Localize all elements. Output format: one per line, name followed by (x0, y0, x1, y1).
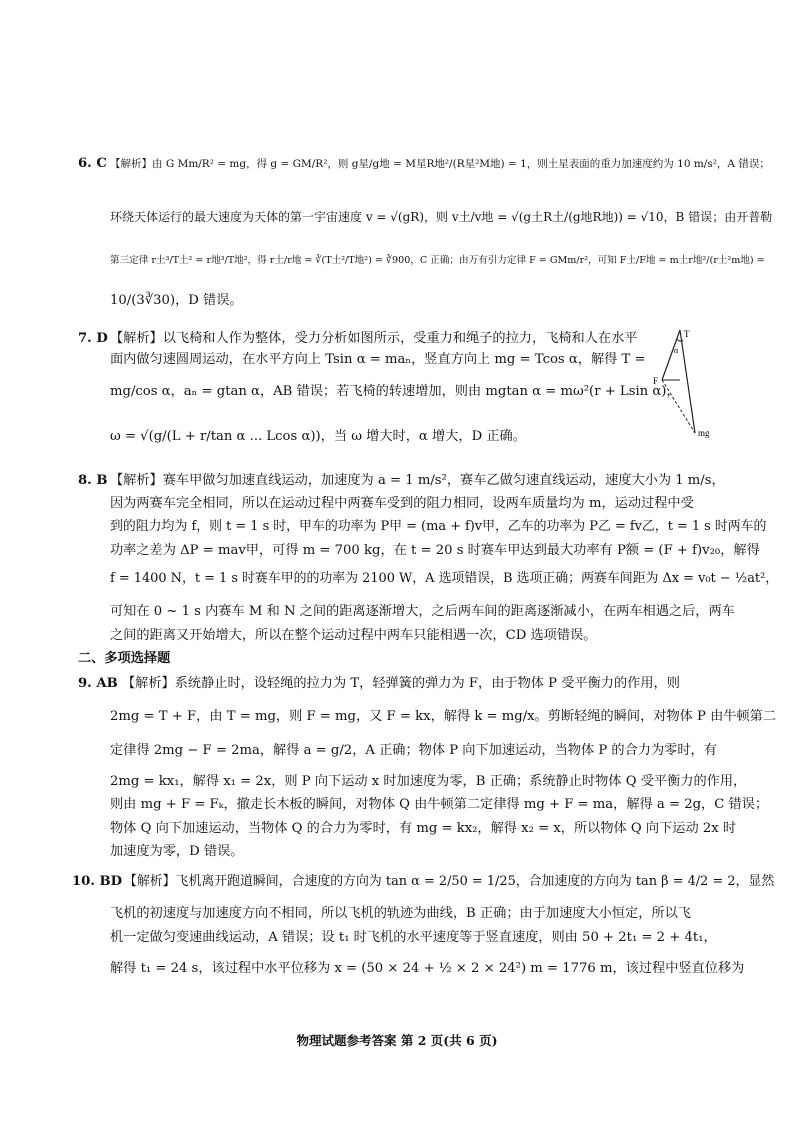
q8-line-1: 【解析】赛车甲做匀加速直线运动，加速度为 a = 1 m/s²，赛车乙做匀速直线运动，速度大小为 1 m/s， (110, 473, 725, 488)
q6-line-3: 第三定律 r土³/T土² = r地³/T地²，得 r土/r地 = ∛(T土²/T地²) = ∛900，C 正确；由万有引力定律 F = GMm/r²，可知 F土/F地 = m土r地²/(r土²m地) = (110, 255, 765, 266)
q8-line-5: f = 1400 N，t = 1 s 时赛车甲的的功率为 2100 W，A 选项错误，B 选项正确；两赛车间距为 Δx = v₀t − ½at²， (110, 571, 779, 586)
q10-line-3: 机一定做匀变速曲线运动，A 错误；设 t₁ 时飞机的水平速度等于竖直速度，则由 50 + 2t₁ = 2 + 4t₁， (110, 930, 717, 945)
q9-line-7: 加速度为零，D 错误。 (110, 844, 244, 859)
q8-number: 8. B (78, 473, 108, 488)
q6-number: 6. C (78, 156, 107, 171)
q9-line-6: 物体 Q 向下加速运动，当物体 Q 的合力为零时，有 mg = kx₂，解得 x₂ = x，所以物体 Q 向下运动 2x 时 (110, 821, 737, 836)
label-F: F (653, 376, 659, 386)
gravity-line (680, 330, 695, 433)
q10-line-1: 【解析】飞机离开跑道瞬间，合速度的方向为 tan α = 2/50 = 1/25，合加速度的方向为 tan β = 4/2 = 2，显然 (124, 874, 775, 889)
q8-line-2: 因为两赛车完全相同，所以在运动过程中两赛车受到的阻力相同，设两车质量均为 m，运动过程中受 (110, 496, 694, 511)
q10-line-2: 飞机的初速度与加速度方向不相同，所以飞机的轨迹为曲线，B 正确；由于加速度大小恒定，所以飞 (110, 906, 691, 921)
q9-line-1: 【解析】系统静止时，设轻绳的拉力为 T，轻弹簧的弹力为 F，由于物体 P 受平衡力的作用，则 (122, 676, 680, 691)
q7-line-1: 【解析】以飞椅和人作为整体，受力分析如图所示，受重力和绳子的拉力，飞椅和人在水平 (110, 331, 638, 346)
q9-line-4: 2mg = kx₁，解得 x₁ = 2x，则 P 向下运动 x 时加速度为零，B 正确；系统静止时物体 Q 受平衡力的作用， (110, 774, 747, 789)
resultant-line (662, 380, 695, 433)
angle-arc (677, 339, 683, 341)
q9-number: 9. AB (78, 676, 118, 691)
q7-line-3: mg/cos α，aₙ = gtan α，AB 错误；若飞椅的转速增加，则由 mgtan α = mω²(r + Lsin α)， (110, 384, 680, 399)
label-T: T (684, 329, 690, 339)
force-diagram (640, 325, 720, 440)
q9-line-3: 定律得 2mg − F = 2ma，解得 a = g/2，A 正确；物体 P 向下加速运动，当物体 P 的合力为零时，有 (110, 743, 717, 758)
q8-line-3: 到的阻力均为 f，则 t = 1 s 时，甲车的功率为 P甲 = (ma + f)v甲，乙车的功率为 P乙 = fv乙，t = 1 s 时两车的 (110, 519, 767, 534)
q10-number: 10. BD (72, 874, 123, 889)
q6-line-2: 环绕天体运行的最大速度为天体的第一宇宙速度 v = √(gR)，则 v土/v地 = √(g土R土/(g地R地)) = √10，B 错误；由开普勒 (110, 210, 773, 224)
page-footer: 物理试题参考答案 第 2 页(共 6 页) (296, 1033, 498, 1048)
q7-line-4: ω = √(g/(L + r/tan α ... Lcos α))，当 ω 增大时，α 增大，D 正确。 (110, 429, 526, 444)
label-mg: mg (698, 428, 710, 438)
q7-line-2: 面内做匀速圆周运动，在水平方向上 Tsin α = maₙ，竖直方向上 mg = Tcos α，解得 T = (110, 352, 646, 367)
q8-line-6: 可知在 0 ~ 1 s 内赛车 M 和 N 之间的距离逐渐增大，之后两车间的距离逐渐减小，在两车相遇之后，两车 (110, 604, 735, 619)
q9-line-5: 则由 mg + F = Fₖ，撤走长木板的瞬间，对物体 Q 由牛顿第二定律得 mg + F = ma，解得 a = 2g，C 错误； (110, 797, 769, 812)
rope-line (662, 330, 680, 380)
q6-line-4: 10/(3∛30)，D 错误。 (110, 293, 243, 308)
q8-line-7: 之间的距离又开始增大，所以在整个运动过程中两车只能相遇一次，CD 选项错误。 (110, 628, 597, 643)
q9-line-2: 2mg = T + F，由 T = mg，则 F = mg，又 F = kx，解得 k = mg/x。剪断轻绳的瞬间，对物体 P 由牛顿第二 (110, 709, 777, 724)
section-heading: 二、多项选择题 (78, 651, 171, 666)
q7-number: 7. D (78, 331, 108, 346)
q6-line-1: 【解析】由 G Mm/R² = mg，得 g = GM/R²，则 g星/g地 = M星R地²/(R星²M地) = 1，则土星表面的重力加速度约为 10 m/s²，A 错误； (110, 158, 770, 170)
q10-line-4: 解得 t₁ = 24 s，该过程中水平位移为 x = (50 × 24 + ½ × 2 × 24²) m = 1776 m，该过程中竖直位移为 (110, 961, 745, 976)
label-alpha: α (674, 346, 679, 355)
q8-line-4: 功率之差为 ΔP = mav甲，可得 m = 700 kg，在 t = 20 s 时赛车甲达到最大功率有 P额 = (F + f)v₂₀，解得 (110, 543, 760, 558)
